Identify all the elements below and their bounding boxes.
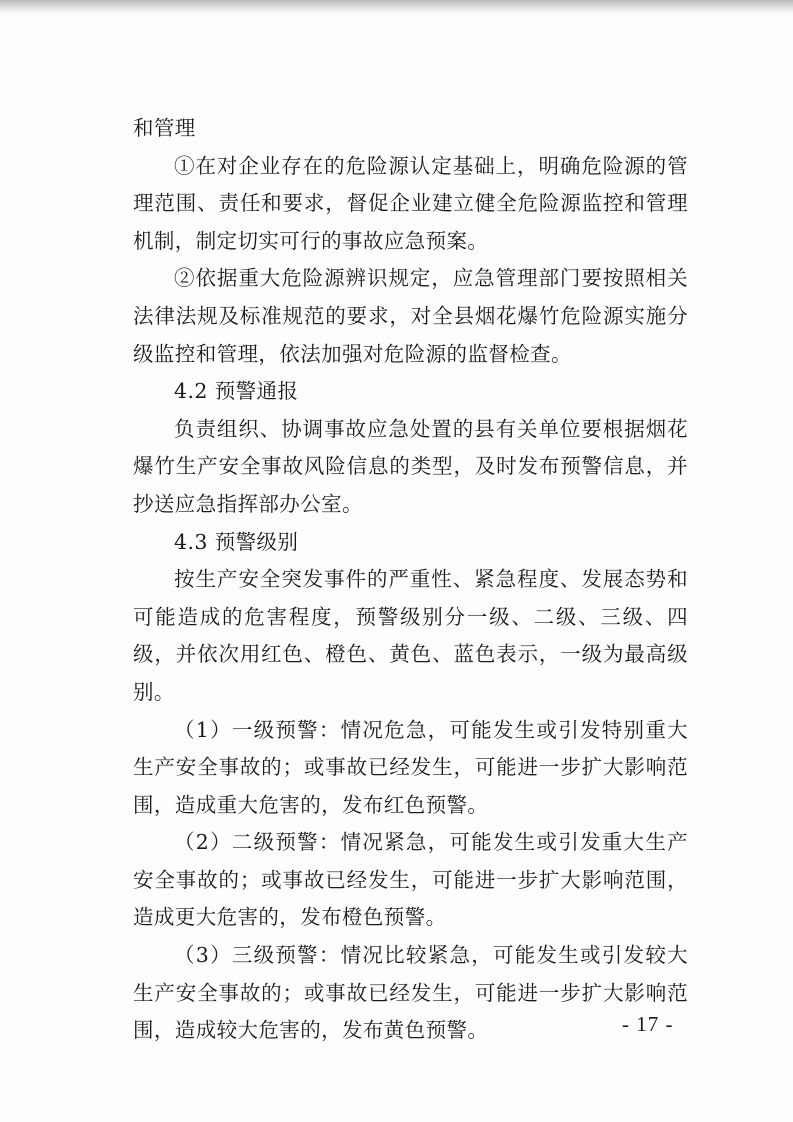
section-heading-4-2: 4.2 预警通报	[174, 379, 299, 404]
paragraph-level-2: （2）二级预警：情况紧急，可能发生或引发重大生产安全事故的；或事故已经发生，可能进一步扩大影响范围，造成更大危害的，发布橙色预警。	[133, 830, 688, 930]
scan-top-edge	[0, 0, 793, 14]
paragraph-level-3: （3）三级预警：情况比较紧急，可能发生或引发较大生产安全事故的；或事故已经发生，可能进一步扩大影响范围，造成较大危害的，发布黄色预警。	[133, 943, 688, 1043]
section-heading-4-3: 4.3 预警级别	[174, 529, 299, 554]
paragraph-continuation: 和管理	[133, 116, 196, 140]
document-body	[133, 110, 688, 1050]
paragraph-level-1: （1）一级预警：情况危急，可能发生或引发特别重大生产安全事故的；或事故已经发生，可能进一步扩大影响范围，造成重大危害的，发布红色预警。	[133, 717, 688, 817]
paragraph-warning-levels: 按生产安全突发事件的严重性、紧急程度、发展态势和可能造成的危害程度，预警级别分一级、二级、三级、四级，并依次用红色、橙色、黄色、蓝色表示，一级为最高级别。	[133, 567, 688, 704]
page-number: - 17 -	[622, 1012, 674, 1036]
paragraph-item-1: ①在对企业存在的危险源认定基础上，明确危险源的管理范围、责任和要求，督促企业建立健全危险源监控和管理机制，制定切实可行的事故应急预案。	[133, 153, 688, 253]
paragraph-warning-notice: 负责组织、协调事故应急处置的县有关单位要根据烟花爆竹生产安全事故风险信息的类型，及时发布预警信息，并抄送应急指挥部办公室。	[133, 416, 688, 516]
paragraph-item-2: ②依据重大危险源辨识规定，应急管理部门要按照相关法律法规及标准规范的要求，对全县烟花爆竹危险源实施分级监控和管理，依法加强对危险源的监督检查。	[133, 266, 688, 366]
